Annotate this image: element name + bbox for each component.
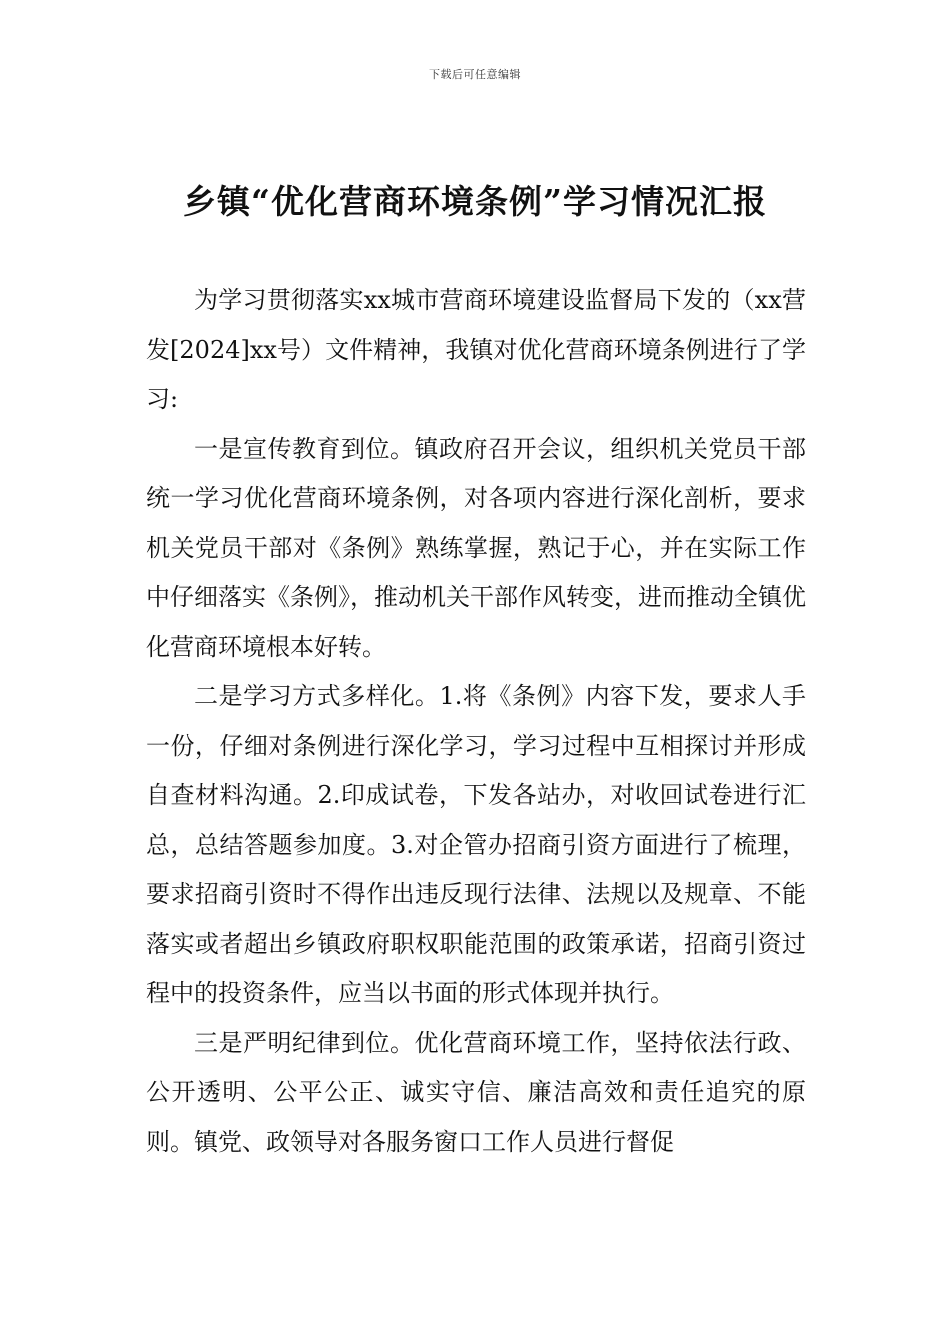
document-title: 乡镇“优化营商环境条例”学习情况汇报 [183, 182, 767, 221]
document-body [146, 276, 806, 1167]
paragraph-point-two: 二是学习方式多样化。1.将《条例》内容下发，要求人手一份，仔细对条例进行深化学习，学习过程中互相探讨并形成自查材料沟通。2.印成试卷，下发各站办，对收回试卷进行汇总，总结答题参加度。3.对企管办招商引资方面进行了梳理，要求招商引资时不得作出违反现行法律、法规以及规章、不能落实或者超出乡镇政府职权职能范围的政策承诺，招商引资过程中的投资条件，应当以书面的形式体现并执行。 [146, 682, 806, 1007]
paragraph-point-three: 三是严明纪律到位。优化营商环境工作，坚持依法行政、公开透明、公平公正、诚实守信、廉洁高效和责任追究的原则。镇党、政领导对各服务窗口工作人员进行督促 [146, 1028, 806, 1156]
header-note: 下载后可任意编辑 [429, 68, 521, 81]
paragraph-point-one: 一是宣传教育到位。镇政府召开会议，组织机关党员干部统一学习优化营商环境条例，对各项内容进行深化剖析，要求机关党员干部对《条例》熟练掌握，熟记于心，并在实际工作中仔细落实《条例》，推动机关干部作风转变，进而推动全镇优化营商环境根本好转。 [146, 434, 806, 661]
paragraph-intro: 为学习贯彻落实xx城市营商环境建设监督局下发的（xx营发[2024]xx号）文件精神，我镇对优化营商环境条例进行了学习: [146, 286, 806, 413]
